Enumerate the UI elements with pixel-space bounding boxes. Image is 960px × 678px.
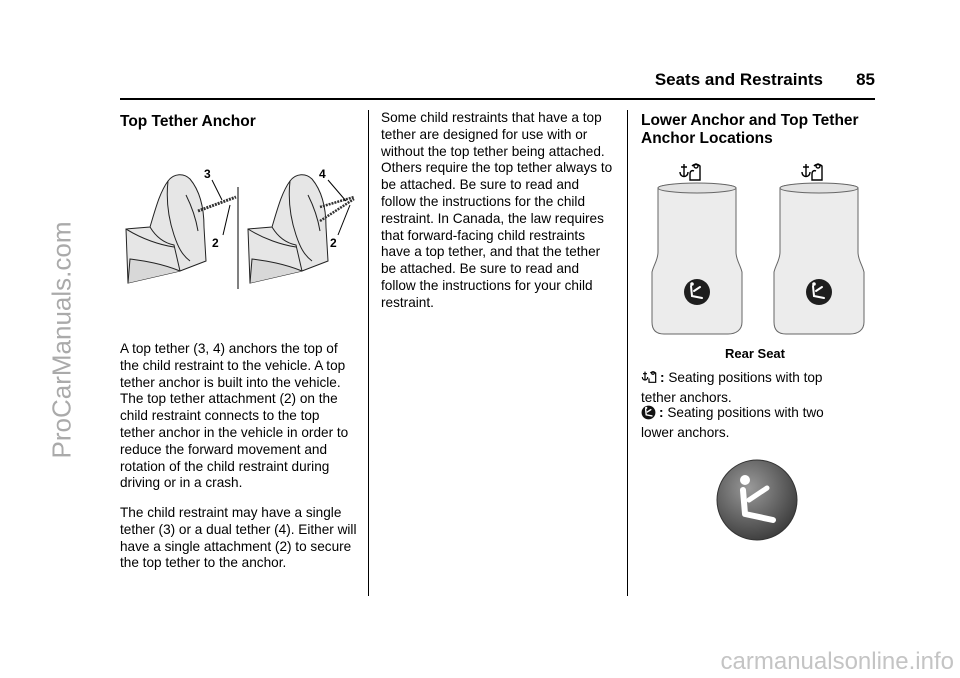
lower-anchor-symbol-icon	[715, 458, 799, 542]
top-tether-symbol-icon	[802, 164, 822, 180]
section-title: Seats and Restraints	[654, 70, 823, 89]
anchor-locations-heading-line1: Lower Anchor and Top Tether	[641, 112, 859, 129]
tether-usage-paragraph: Some child restraints that have a top tether are designed for use with or without the top tether being attached. Others require the top tether always to be attached. Be sure to read and follow the instructions for the child restraint. In Canada, the law requires that forward-facing child restraints have a top tether, and that the tether be attached. Be sure to read and follow the instructions for your child restraint.	[381, 110, 613, 310]
child-seat-single-tether	[126, 175, 206, 283]
top-tether-symbol-icon	[680, 164, 700, 180]
top-tether-paragraph-2: The child restraint may have a single tether (3) or a dual tether (4). Either will have a single attachment (2) to secure the top tether to the anchor.	[120, 505, 357, 571]
legend-lower-anchor: : Seating positions with two lower anchors.	[641, 405, 824, 440]
header-rule	[120, 98, 875, 100]
rear-seat-left	[652, 183, 742, 334]
top-tether-heading: Top Tether Anchor	[120, 113, 256, 130]
legend-top-tether-text: Seating positions with top tether anchors.	[641, 370, 823, 405]
leader-4	[328, 180, 346, 201]
rear-seat-figure	[650, 158, 865, 338]
rear-seat-right	[774, 183, 864, 334]
label-2-left: 2	[212, 236, 219, 250]
legend-top-tether: : Seating positions with top tether anchors.	[641, 370, 823, 405]
label-3: 3	[204, 167, 211, 181]
rear-seat-caption: Rear Seat	[725, 346, 785, 361]
label-4: 4	[319, 167, 326, 181]
lower-anchor-symbol-icon	[806, 279, 832, 305]
child-seat-dual-tether	[248, 175, 328, 283]
page-number: 85	[856, 70, 875, 89]
leader-2-left	[223, 205, 230, 235]
bottom-watermark: carmanualsonline.info	[720, 648, 954, 675]
tether-strap-single	[198, 197, 236, 211]
leader-3	[212, 180, 222, 200]
top-tether-symbol-icon	[641, 369, 657, 390]
lower-anchor-symbol-icon	[684, 279, 710, 305]
column-divider-right	[627, 110, 628, 596]
column-divider-left	[368, 110, 369, 596]
page-header	[120, 70, 875, 96]
lower-anchor-symbol-icon	[641, 405, 656, 425]
anchor-locations-heading-line2: Anchor Locations	[641, 130, 773, 147]
legend-lower-anchor-text: Seating positions with two lower anchors.	[641, 405, 824, 440]
top-tether-paragraph-1: A top tether (3, 4) anchors the top of the child restraint to the vehicle. A top tether anchor is built into the vehicle. The top tether attachment (2) on the child restraint connects to the top tether anchor in the vehicle in order to reduce the forward movement and rotation of the child restraint during driving or in a crash.	[120, 341, 349, 491]
top-tether-figure	[120, 167, 365, 297]
side-watermark: ProCarManuals.com	[46, 221, 77, 459]
label-2-right: 2	[330, 236, 337, 250]
